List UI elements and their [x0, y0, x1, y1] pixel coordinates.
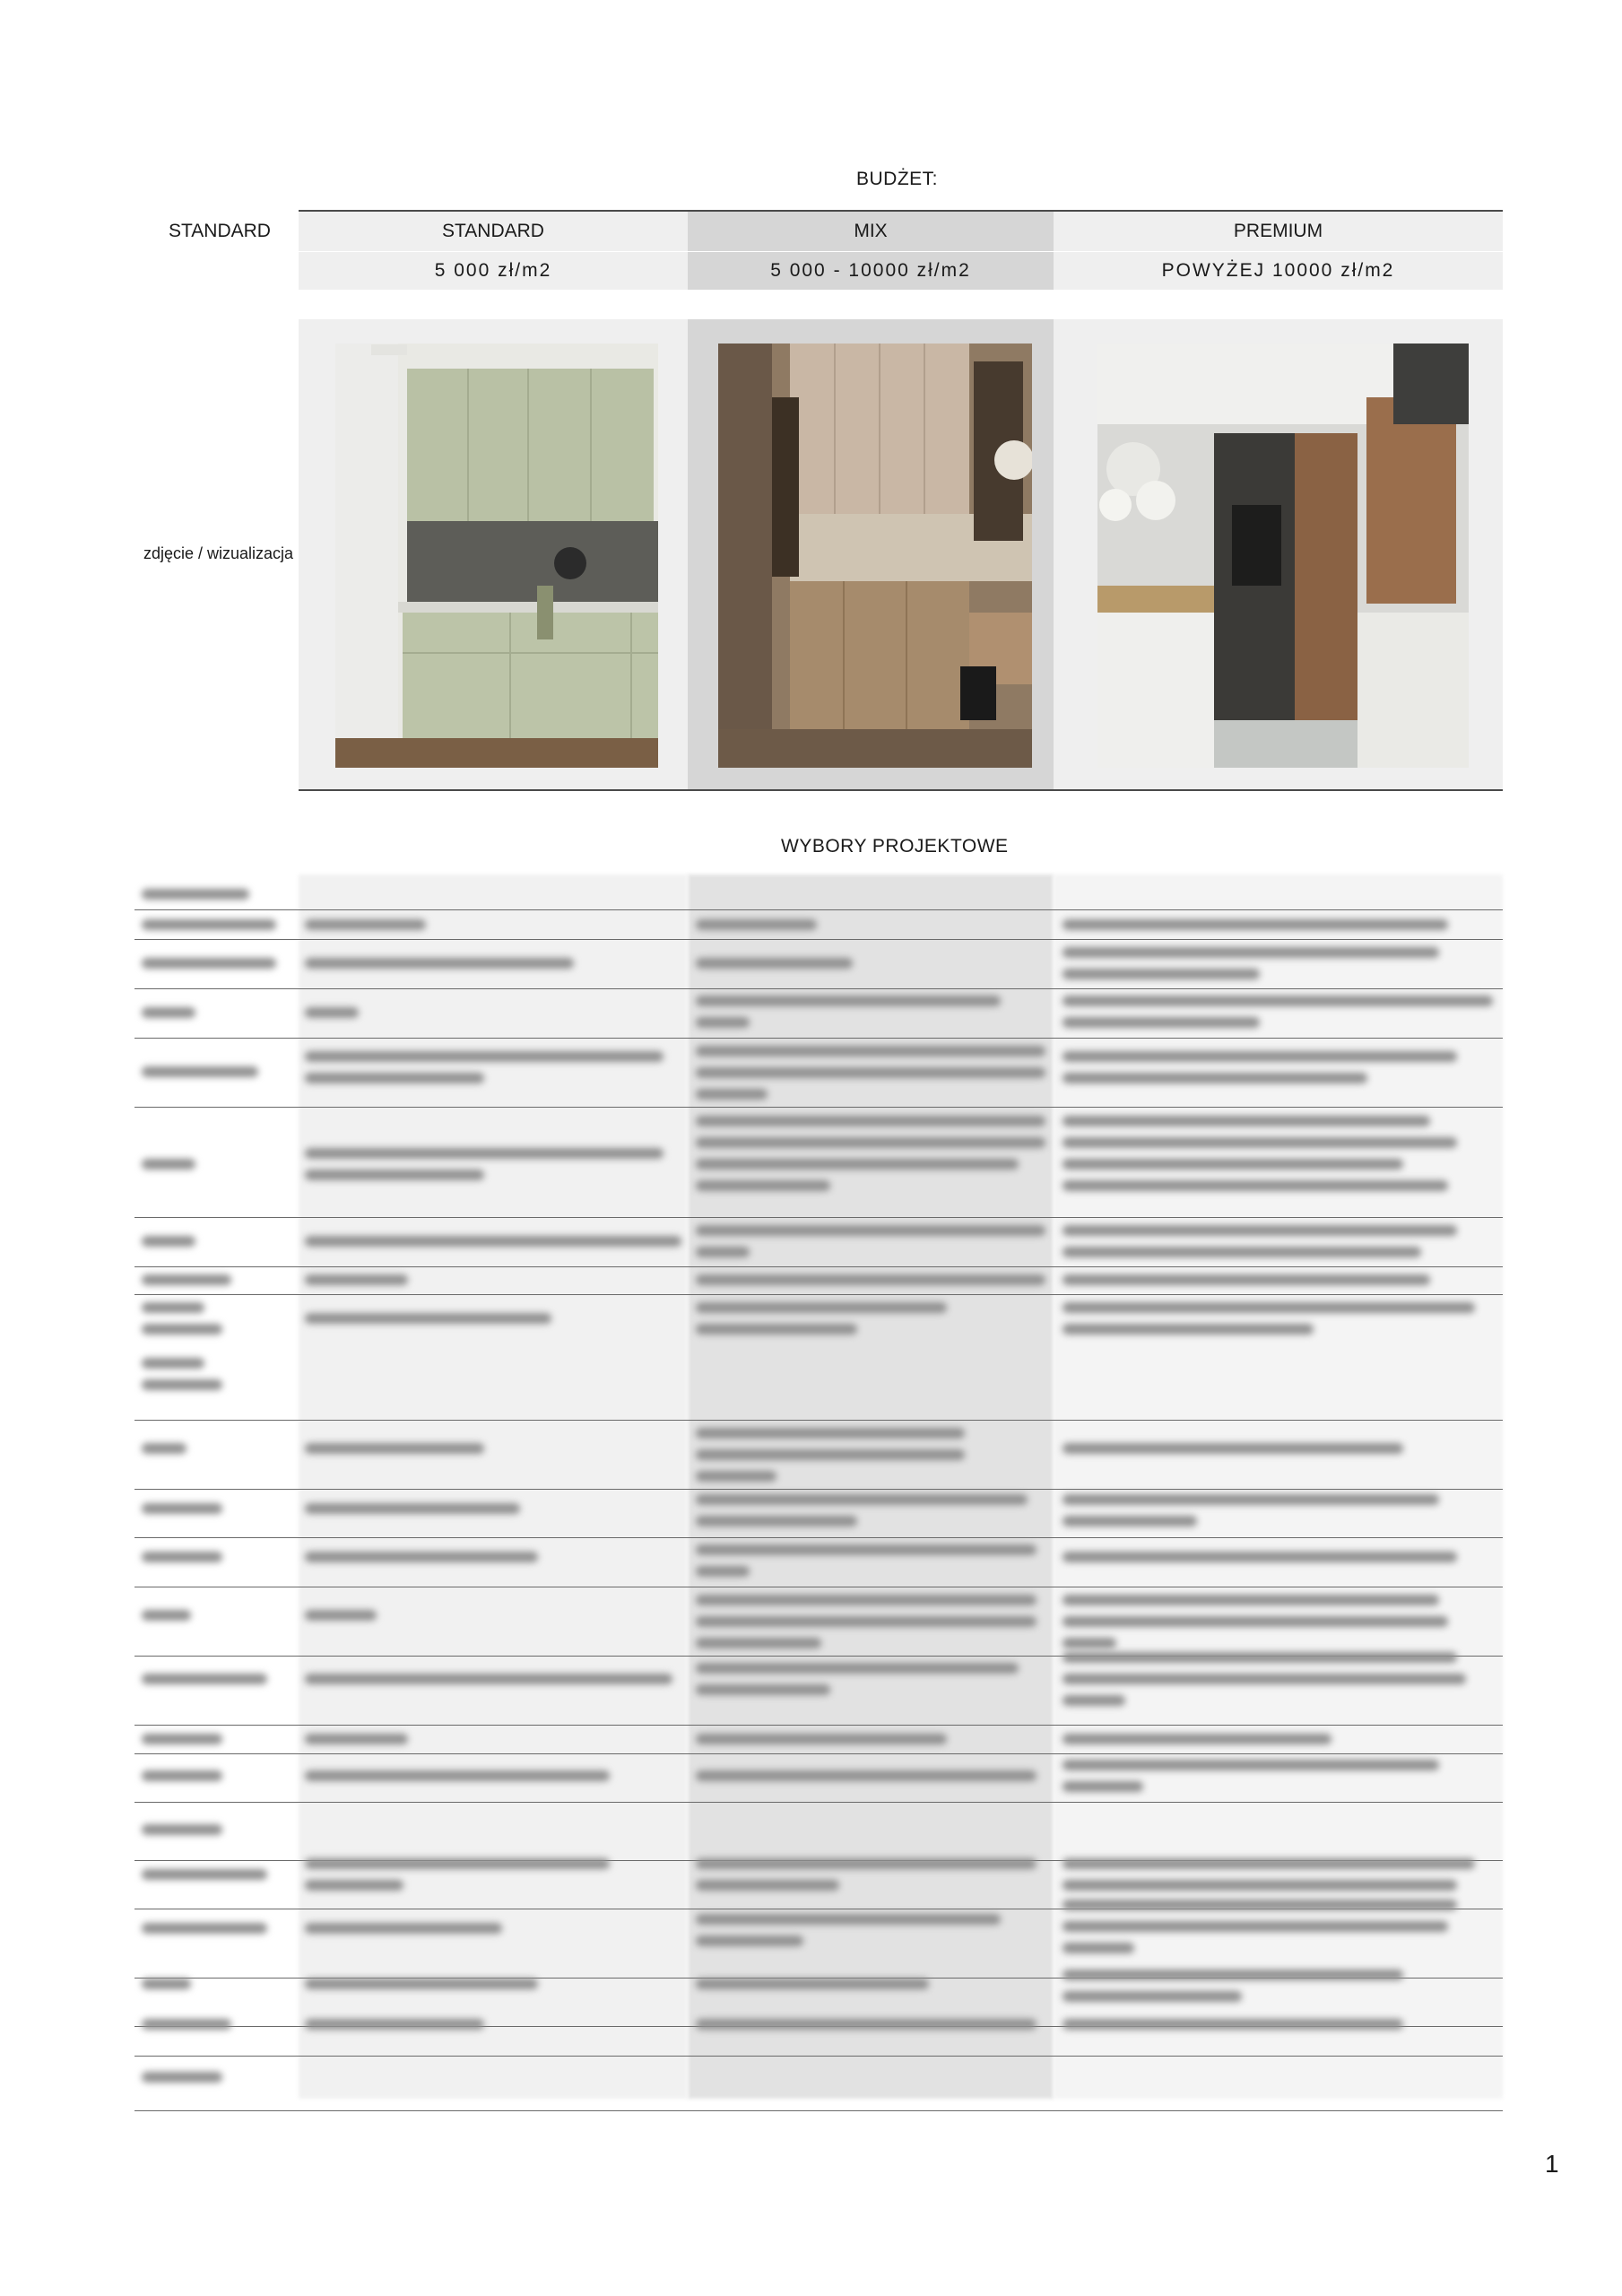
blurred-text	[305, 1858, 610, 1869]
blurred-text	[1063, 1116, 1430, 1126]
blurred-text	[1063, 1943, 1134, 1953]
blurred-text	[696, 1428, 965, 1439]
blurred-text	[305, 919, 426, 930]
page-number: 1	[1545, 2150, 1559, 2178]
blurred-text	[1063, 1616, 1448, 1627]
blurred-text	[1063, 1443, 1403, 1454]
blurred-text	[142, 1610, 191, 1621]
table-line	[134, 2110, 1503, 2111]
blurred-text	[696, 1684, 830, 1695]
blurred-text	[142, 1979, 191, 1989]
blurred-text	[142, 1302, 204, 1313]
blurred-text	[1063, 1552, 1457, 1562]
blurred-text	[1063, 1652, 1457, 1663]
blurred-text	[305, 1443, 484, 1454]
tier-standard-name: STANDARD	[442, 221, 544, 241]
blurred-text	[1063, 1051, 1457, 1062]
blurred-text	[142, 1923, 267, 1934]
blurred-text	[696, 1067, 1045, 1078]
blurred-text	[696, 1494, 1028, 1505]
blurred-text	[142, 1007, 195, 1018]
blurred-text	[1063, 1970, 1403, 1980]
blurred-text	[1063, 1991, 1242, 2002]
blurred-text	[1063, 969, 1260, 979]
blurred-text	[305, 1923, 502, 1934]
blurred-text	[142, 889, 249, 900]
blurred-text	[305, 1236, 681, 1247]
blurred-text	[1063, 947, 1439, 958]
blurred-text	[142, 1066, 258, 1077]
blurred-text	[1063, 1734, 1331, 1744]
blurred-text	[1063, 1180, 1448, 1191]
blurred-text	[1063, 1858, 1475, 1869]
section-title: WYBORY PROJEKTOWE	[781, 836, 1009, 857]
tier-mix-price: 5 000 - 10000 zł/m2	[770, 260, 971, 281]
blurred-text	[1063, 1017, 1260, 1028]
blurred-text	[305, 1148, 664, 1159]
blurred-text	[696, 1880, 839, 1891]
blurred-text	[696, 1566, 750, 1577]
table-line	[134, 1294, 1503, 1295]
blurred-text	[142, 1379, 222, 1390]
blurred-text	[696, 1471, 776, 1482]
tier-mix-header	[688, 212, 1054, 251]
blurred-text	[305, 1073, 484, 1083]
blurred-text	[305, 1610, 377, 1621]
table-line	[134, 1489, 1503, 1490]
tier-header-row	[299, 212, 1503, 291]
blurred-text	[1063, 1302, 1475, 1313]
blurred-text	[142, 1274, 231, 1285]
blurred-text	[1063, 1900, 1457, 1910]
blurred-text	[1063, 1638, 1116, 1648]
blurred-text	[696, 1858, 1037, 1869]
blurred-text	[305, 1051, 664, 1062]
table-line	[134, 1725, 1503, 1726]
premium-kitchen-image	[1097, 344, 1469, 768]
blurred-text	[696, 1935, 803, 1946]
blurred-text	[142, 1552, 222, 1562]
blurred-text	[305, 1503, 520, 1514]
blurred-text	[1063, 1073, 1367, 1083]
blurred-text	[142, 1824, 222, 1835]
blurred-text	[696, 1449, 965, 1460]
blurred-text	[142, 1734, 222, 1744]
budget-title: BUDŻET:	[856, 169, 939, 189]
blurred-text	[142, 1443, 186, 1454]
blurred-text	[142, 1503, 222, 1514]
table-line	[134, 988, 1503, 989]
blurred-text	[696, 958, 853, 969]
blurred-text	[696, 1137, 1045, 1148]
blurred-text	[305, 2019, 484, 2030]
blurred-text	[1063, 1247, 1421, 1257]
blurred-text	[142, 2072, 222, 2083]
blurred-text	[696, 2019, 1037, 2030]
blurred-text	[142, 1236, 195, 1247]
blurred-text	[1063, 1595, 1439, 1605]
blurred-text	[305, 1313, 551, 1324]
blurred-text	[1063, 1494, 1439, 1505]
blurred-text	[696, 1663, 1019, 1674]
blurred-text	[142, 958, 276, 969]
row-label-photo: zdjęcie / wizualizacja	[143, 544, 294, 562]
table-line	[134, 1107, 1503, 1108]
blurred-text	[696, 1247, 750, 1257]
blurred-text	[1063, 1695, 1125, 1706]
blurred-text	[305, 1274, 408, 1285]
table-line	[134, 1217, 1503, 1218]
blurred-text	[1063, 1880, 1457, 1891]
table-line	[134, 1266, 1503, 1267]
row-label-standard: STANDARD	[169, 221, 271, 241]
blurred-text	[696, 1116, 1045, 1126]
blurred-text	[1063, 1137, 1457, 1148]
blurred-text	[696, 1595, 1037, 1605]
blurred-text	[1063, 1921, 1448, 1932]
mix-kitchen-image	[718, 344, 1032, 768]
photo-row-bottom-line	[299, 789, 1503, 791]
blurred-text	[696, 1544, 1037, 1555]
blurred-text	[696, 1770, 1037, 1781]
blurred-text	[1063, 1674, 1466, 1684]
blurred-text	[696, 919, 817, 930]
blurred-text	[696, 1638, 821, 1648]
table-line	[134, 1802, 1503, 1803]
tier-mix-name: MIX	[854, 221, 888, 241]
blurred-text	[305, 1552, 538, 1562]
tier-standard-price: 5 000 zł/m2	[434, 260, 552, 281]
blurred-text	[1063, 1516, 1197, 1526]
blurred-text	[696, 1302, 947, 1313]
blurred-text	[1063, 1225, 1457, 1236]
blurred-text	[696, 1734, 947, 1744]
table-line	[134, 1420, 1503, 1421]
blurred-text	[696, 1914, 1001, 1925]
blurred-text	[1063, 2019, 1403, 2030]
blurred-text	[696, 1089, 768, 1100]
blurred-text	[305, 1674, 672, 1684]
blurred-text	[142, 1159, 195, 1170]
blurred-text	[305, 1734, 408, 1744]
blurred-text	[142, 1869, 267, 1880]
table-line	[134, 1537, 1503, 1538]
tier-premium-price: POWYŻEJ 10000 zł/m2	[1161, 260, 1395, 281]
table-line	[134, 1038, 1503, 1039]
blurred-text	[305, 1880, 403, 1891]
blurred-text	[696, 1274, 1045, 1285]
tier-premium-price-cell	[1054, 252, 1503, 290]
blurred-text	[696, 1180, 830, 1191]
blurred-text	[696, 1516, 857, 1526]
blurred-text	[696, 1225, 1045, 1236]
blurred-text	[1063, 1760, 1439, 1770]
blurred-text	[1063, 996, 1493, 1006]
blurred-text	[142, 1358, 204, 1369]
table-line	[134, 1753, 1503, 1754]
blurred-text	[1063, 1274, 1430, 1285]
blurred-text	[305, 1770, 610, 1781]
blurred-text	[696, 1616, 1037, 1627]
blurred-text	[305, 1979, 538, 1989]
blurred-text	[305, 1007, 359, 1018]
table-line	[134, 939, 1503, 940]
blurred-text	[696, 1979, 929, 1989]
table-line	[134, 2056, 1503, 2057]
tier-standard-price-cell	[299, 252, 688, 290]
blurred-text	[142, 1770, 222, 1781]
blurred-text	[142, 1324, 222, 1335]
table-line	[134, 909, 1503, 910]
tier-premium-header	[1054, 212, 1503, 251]
blurred-text	[1063, 1781, 1143, 1792]
tier-standard-header	[299, 212, 688, 251]
blurred-text	[696, 1046, 1045, 1057]
blurred-text	[305, 958, 574, 969]
tier-mix-price-cell	[688, 252, 1054, 290]
blurred-text	[696, 1017, 750, 1028]
blurred-text	[1063, 919, 1448, 930]
blurred-text	[1063, 1159, 1403, 1170]
blurred-text	[142, 1674, 267, 1684]
blurred-text	[142, 919, 276, 930]
blurred-text	[142, 2019, 231, 2030]
blurred-text	[696, 1159, 1019, 1170]
blurred-text	[1063, 1324, 1314, 1335]
blurred-text	[696, 1324, 857, 1335]
blurred-text	[305, 1170, 484, 1180]
tier-premium-name: PREMIUM	[1233, 221, 1323, 241]
standard-kitchen-image	[335, 344, 658, 768]
blurred-text	[696, 996, 1001, 1006]
